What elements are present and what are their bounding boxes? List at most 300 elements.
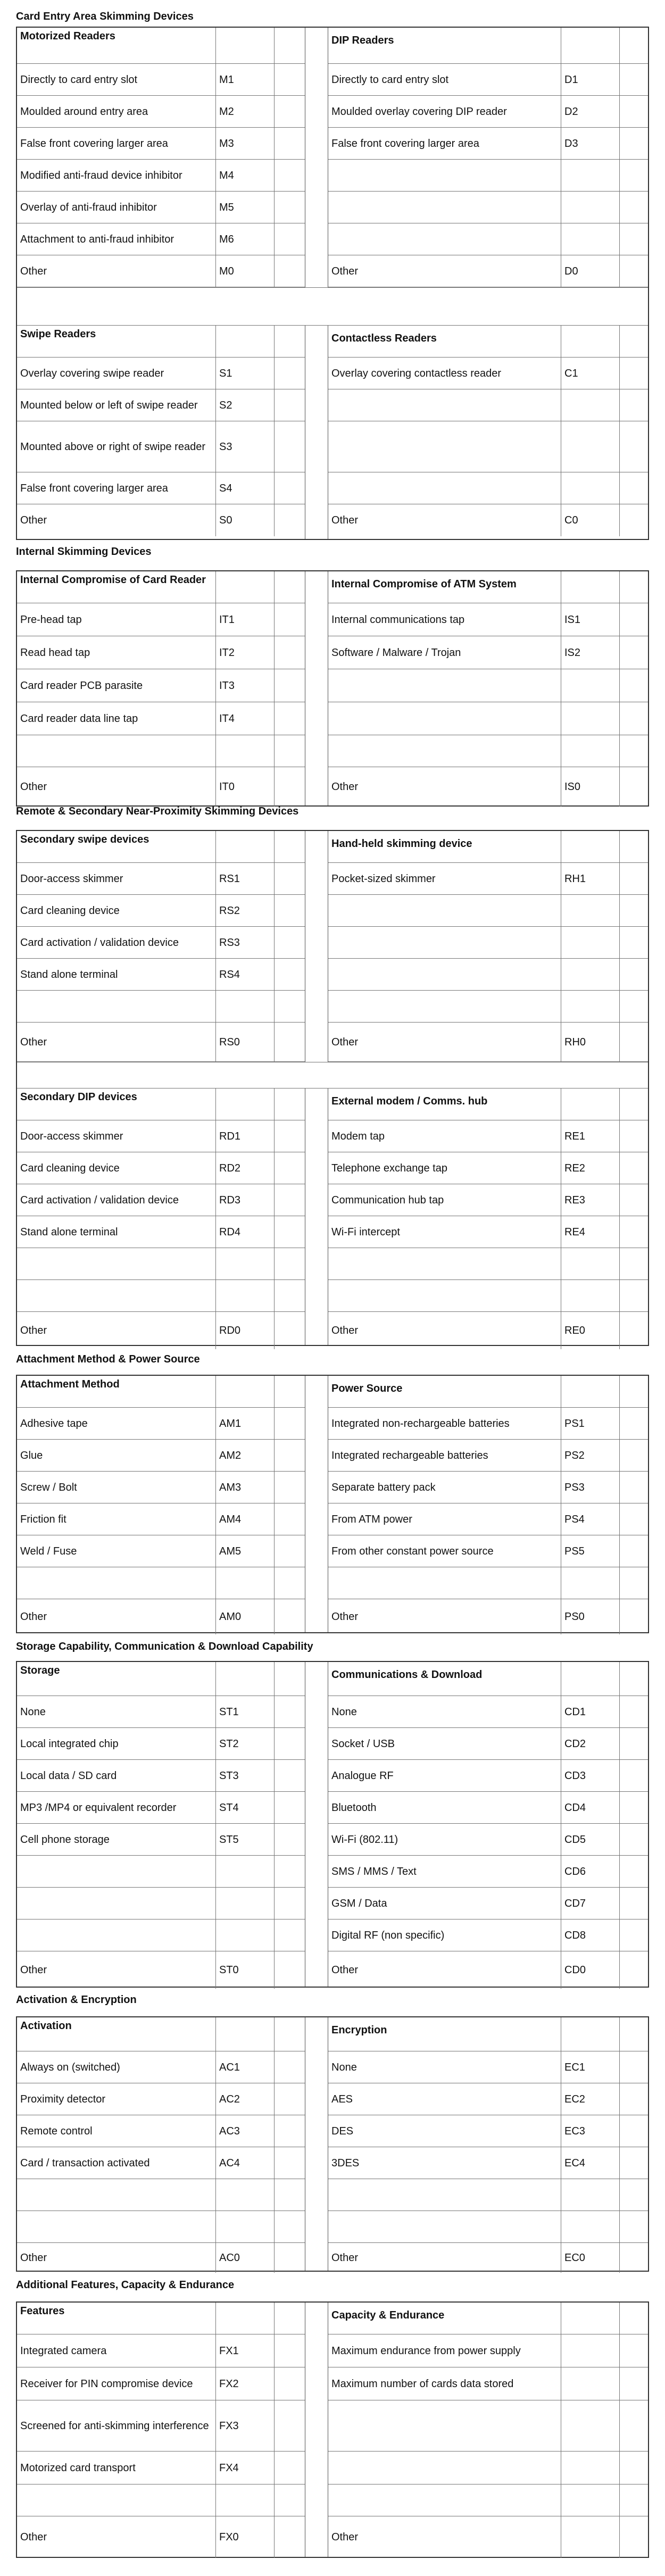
row-checkbox-cell[interactable] xyxy=(620,472,648,504)
row-code xyxy=(216,2083,275,2115)
right-header-check-cell xyxy=(620,28,648,64)
row-checkbox-cell[interactable] xyxy=(620,2243,648,2273)
section-table xyxy=(16,27,649,540)
row-label-text: Wi-Fi intercept xyxy=(331,1226,400,1238)
row-label-proximity-detector xyxy=(17,2083,216,2115)
row-code xyxy=(561,735,620,767)
row-label-other xyxy=(328,1023,561,1062)
row-code-text: ST0 xyxy=(219,1964,239,1976)
row-label-text: Socket / USB xyxy=(331,1738,395,1750)
row-checkbox-cell[interactable] xyxy=(275,669,305,702)
row-code-text: CD3 xyxy=(564,1769,586,1782)
row-code-text: EC0 xyxy=(564,2252,585,2264)
row-label-text: 3DES xyxy=(331,2157,360,2169)
row-checkbox-cell[interactable] xyxy=(275,1696,305,1728)
row-code-text: CD6 xyxy=(564,1865,586,1877)
right-header-code-cell xyxy=(561,1088,620,1120)
row-checkbox-cell[interactable] xyxy=(620,223,648,255)
row-label-text: False front covering larger area xyxy=(331,137,479,149)
row-code-text: IT1 xyxy=(219,613,235,626)
row-code-text: IT0 xyxy=(219,781,235,793)
section-table xyxy=(16,2016,649,2272)
row-code xyxy=(216,1535,275,1567)
row-label-text: Other xyxy=(331,265,359,277)
row-checkbox-cell[interactable] xyxy=(620,927,648,959)
row-checkbox-cell[interactable] xyxy=(275,1440,305,1472)
row-code-text: IT2 xyxy=(219,646,235,659)
row-checkbox-cell[interactable] xyxy=(275,2051,305,2083)
row-checkbox-cell[interactable] xyxy=(620,702,648,735)
row-label-sms-mms-text xyxy=(328,1856,561,1888)
row-code-text: EC1 xyxy=(564,2061,585,2073)
row-label-text: Telephone exchange tap xyxy=(331,1162,447,1174)
row-checkbox-cell[interactable] xyxy=(620,2400,648,2452)
row-label-telephone-exchange-tap xyxy=(328,1152,561,1184)
row-code xyxy=(561,1888,620,1919)
row-checkbox-cell[interactable] xyxy=(620,255,648,287)
empty-row-label xyxy=(328,2211,561,2243)
row-checkbox-cell[interactable] xyxy=(620,603,648,636)
row-label-software-malware-trojan xyxy=(328,636,561,669)
row-checkbox-cell[interactable] xyxy=(620,1120,648,1152)
row-checkbox-cell[interactable] xyxy=(620,735,648,767)
row-checkbox-cell[interactable] xyxy=(620,2051,648,2083)
row-checkbox-cell[interactable] xyxy=(620,2484,648,2516)
row-label-card-activation-validation-device xyxy=(17,1184,216,1216)
row-checkbox-cell[interactable] xyxy=(275,1248,305,1280)
row-code xyxy=(561,223,620,255)
row-checkbox-cell[interactable] xyxy=(620,1888,648,1919)
empty-row-label xyxy=(328,472,561,504)
row-checkbox-cell[interactable] xyxy=(275,2115,305,2147)
row-label-text: Card cleaning device xyxy=(20,904,120,917)
row-checkbox-cell[interactable] xyxy=(620,2334,648,2367)
empty-row-label xyxy=(17,2179,216,2211)
row-code xyxy=(561,1951,620,1989)
row-code xyxy=(561,255,620,287)
section-title: Storage Capability, Communication & Download Capability xyxy=(16,1641,313,1652)
left-header-check-cell xyxy=(275,831,305,863)
row-code-text: C0 xyxy=(564,514,578,526)
row-checkbox-cell[interactable] xyxy=(620,1856,648,1888)
row-label-other xyxy=(17,2516,216,2558)
row-checkbox-cell[interactable] xyxy=(620,1216,648,1248)
row-code-text: PS4 xyxy=(564,1513,585,1525)
row-code-text: EC3 xyxy=(564,2125,585,2137)
row-checkbox-cell[interactable] xyxy=(620,504,648,536)
row-checkbox-cell[interactable] xyxy=(275,1152,305,1184)
row-code-text: IS1 xyxy=(564,613,581,626)
row-checkbox-cell[interactable] xyxy=(275,2400,305,2452)
row-checkbox-cell[interactable] xyxy=(620,128,648,160)
row-code xyxy=(216,959,275,991)
row-code xyxy=(216,2516,275,2558)
row-checkbox-cell[interactable] xyxy=(620,2367,648,2400)
row-checkbox-cell[interactable] xyxy=(620,895,648,927)
right-header-check-cell xyxy=(620,2017,648,2051)
right-header-code-cell xyxy=(561,1376,620,1408)
row-label-moulded-around-entry-area xyxy=(17,96,216,128)
row-label-integrated-non-rechargeable-batteries xyxy=(328,1408,561,1440)
row-checkbox-cell[interactable] xyxy=(275,1120,305,1152)
row-checkbox-cell[interactable] xyxy=(275,421,305,472)
row-checkbox-cell[interactable] xyxy=(620,863,648,895)
row-label-card-reader-pcb-parasite xyxy=(17,669,216,702)
left-header-code-cell xyxy=(216,2303,275,2334)
row-code xyxy=(561,669,620,702)
row-checkbox-cell[interactable] xyxy=(275,1023,305,1062)
row-checkbox-cell[interactable] xyxy=(620,1919,648,1951)
row-checkbox-cell[interactable] xyxy=(275,160,305,192)
row-checkbox-cell[interactable] xyxy=(275,959,305,991)
row-label-false-front-covering-larger-area xyxy=(17,128,216,160)
row-label-text: From other constant power source xyxy=(331,1545,494,1557)
row-checkbox-cell[interactable] xyxy=(620,1696,648,1728)
row-checkbox-cell[interactable] xyxy=(275,1535,305,1567)
row-checkbox-cell[interactable] xyxy=(275,2147,305,2179)
row-code xyxy=(216,2452,275,2484)
row-checkbox-cell[interactable] xyxy=(620,1440,648,1472)
row-label-mounted-above-or-right-of-swipe-reader xyxy=(17,421,216,472)
row-checkbox-cell[interactable] xyxy=(275,1919,305,1951)
row-code xyxy=(216,895,275,927)
row-checkbox-cell[interactable] xyxy=(275,702,305,735)
row-code xyxy=(561,1535,620,1567)
row-checkbox-cell[interactable] xyxy=(275,1408,305,1440)
row-checkbox-cell[interactable] xyxy=(275,1951,305,1989)
row-code-text: D1 xyxy=(564,73,578,86)
row-checkbox-cell[interactable] xyxy=(620,1408,648,1440)
row-code-text: M5 xyxy=(219,201,234,213)
row-checkbox-cell[interactable] xyxy=(620,991,648,1023)
row-checkbox-cell[interactable] xyxy=(275,358,305,389)
row-checkbox-cell[interactable] xyxy=(620,1824,648,1856)
row-label-text: Maximum endurance from power supply xyxy=(331,2345,521,2357)
row-label-text: Receiver for PIN compromise device xyxy=(20,2378,193,2390)
row-code xyxy=(561,421,620,472)
row-code-text: AC0 xyxy=(219,2252,240,2264)
row-checkbox-cell[interactable] xyxy=(620,2115,648,2147)
row-label-text: Other xyxy=(331,2252,359,2264)
row-label-false-front-covering-larger-area xyxy=(17,472,216,504)
row-code-text: FX2 xyxy=(219,2378,239,2390)
row-label-wi-fi-802-11 xyxy=(328,1824,561,1856)
row-checkbox-cell[interactable] xyxy=(620,669,648,702)
row-label-text: AES xyxy=(331,2093,353,2105)
row-label-text: Overlay of anti-fraud inhibitor xyxy=(20,201,157,213)
row-checkbox-cell[interactable] xyxy=(275,2179,305,2211)
row-checkbox-cell[interactable] xyxy=(275,472,305,504)
row-label-text: Card activation / validation device xyxy=(20,1194,179,1206)
row-code-text: S0 xyxy=(219,514,232,526)
row-code xyxy=(561,1120,620,1152)
row-checkbox-cell[interactable] xyxy=(620,2147,648,2179)
right-group-header: Communications & Download xyxy=(328,1662,561,1696)
row-label-other xyxy=(328,504,561,536)
empty-row-label xyxy=(17,2211,216,2243)
row-code xyxy=(216,863,275,895)
row-checkbox-cell[interactable] xyxy=(275,1280,305,1312)
empty-row-label xyxy=(328,927,561,959)
row-label-text: Integrated non-rechargeable batteries xyxy=(331,1417,510,1430)
row-checkbox-cell[interactable] xyxy=(275,96,305,128)
row-code-text: S1 xyxy=(219,367,232,379)
row-checkbox-cell[interactable] xyxy=(275,603,305,636)
row-checkbox-cell[interactable] xyxy=(275,991,305,1023)
row-checkbox-cell[interactable] xyxy=(275,504,305,536)
row-checkbox-cell[interactable] xyxy=(275,1312,305,1349)
row-checkbox-cell[interactable] xyxy=(275,2452,305,2484)
row-checkbox-cell[interactable] xyxy=(620,1599,648,1634)
row-checkbox-cell[interactable] xyxy=(275,636,305,669)
row-checkbox-cell[interactable] xyxy=(620,1184,648,1216)
row-code-text: ST4 xyxy=(219,1801,239,1814)
row-code xyxy=(561,1152,620,1184)
row-checkbox-cell[interactable] xyxy=(620,2083,648,2115)
row-code xyxy=(216,1280,275,1312)
row-code-text: IS2 xyxy=(564,646,581,659)
row-code-text: RD3 xyxy=(219,1194,241,1206)
row-code-text: S2 xyxy=(219,399,232,411)
row-code-text: IT4 xyxy=(219,712,235,725)
row-label-stand-alone-terminal xyxy=(17,1216,216,1248)
row-checkbox-cell[interactable] xyxy=(275,1567,305,1599)
row-label-other xyxy=(17,504,216,536)
row-checkbox-cell[interactable] xyxy=(275,2367,305,2400)
row-label-text: False front covering larger area xyxy=(20,137,168,149)
right-group-header: DIP Readers xyxy=(328,28,561,64)
row-code xyxy=(216,64,275,96)
row-label-always-on-switched xyxy=(17,2051,216,2083)
row-label-pocket-sized-skimmer xyxy=(328,863,561,895)
row-code-text: RS1 xyxy=(219,872,240,885)
row-label-separate-battery-pack xyxy=(328,1472,561,1503)
row-code xyxy=(216,1728,275,1760)
row-checkbox-cell[interactable] xyxy=(620,160,648,192)
empty-row-label xyxy=(328,389,561,421)
row-label-socket-usb xyxy=(328,1728,561,1760)
row-code xyxy=(216,2179,275,2211)
row-checkbox-cell[interactable] xyxy=(275,1888,305,1919)
row-checkbox-cell[interactable] xyxy=(620,1951,648,1989)
row-checkbox-cell[interactable] xyxy=(620,1567,648,1599)
section-table xyxy=(16,1375,649,1633)
row-checkbox-cell[interactable] xyxy=(275,1184,305,1216)
row-checkbox-cell[interactable] xyxy=(620,1535,648,1567)
section-title: Activation & Encryption xyxy=(16,1994,137,2006)
row-checkbox-cell[interactable] xyxy=(620,64,648,96)
row-code-text: RE2 xyxy=(564,1162,585,1174)
row-checkbox-cell[interactable] xyxy=(275,1599,305,1634)
row-label-text: Communication hub tap xyxy=(331,1194,444,1206)
row-label-adhesive-tape xyxy=(17,1408,216,1440)
row-checkbox-cell[interactable] xyxy=(275,389,305,421)
row-label-text: Card cleaning device xyxy=(20,1162,120,1174)
right-header-code-cell xyxy=(561,326,620,358)
row-checkbox-cell[interactable] xyxy=(620,192,648,223)
row-label-bluetooth xyxy=(328,1792,561,1824)
row-checkbox-cell[interactable] xyxy=(275,1856,305,1888)
row-checkbox-cell[interactable] xyxy=(620,421,648,472)
row-code xyxy=(216,1184,275,1216)
row-label-integrated-camera xyxy=(17,2334,216,2367)
row-code xyxy=(561,389,620,421)
row-code-text: RE3 xyxy=(564,1194,585,1206)
row-checkbox-cell[interactable] xyxy=(275,1824,305,1856)
row-checkbox-cell[interactable] xyxy=(620,96,648,128)
row-code xyxy=(561,128,620,160)
row-code-text: EC4 xyxy=(564,2157,585,2169)
row-code xyxy=(561,2211,620,2243)
row-checkbox-cell[interactable] xyxy=(275,1728,305,1760)
row-label-text: Other xyxy=(20,514,47,526)
row-checkbox-cell[interactable] xyxy=(275,1760,305,1792)
row-label-other xyxy=(328,767,561,807)
row-label-other xyxy=(328,2516,561,2558)
row-label-text: Pocket-sized skimmer xyxy=(331,872,436,885)
row-code xyxy=(561,472,620,504)
row-checkbox-cell[interactable] xyxy=(620,2516,648,2558)
row-checkbox-cell[interactable] xyxy=(275,128,305,160)
row-label-cell-phone-storage xyxy=(17,1824,216,1856)
row-label-other xyxy=(17,1951,216,1989)
row-label-text: MP3 /MP4 or equivalent recorder xyxy=(20,1801,177,1814)
row-code xyxy=(216,160,275,192)
row-code xyxy=(561,2243,620,2273)
row-code xyxy=(216,2211,275,2243)
row-checkbox-cell[interactable] xyxy=(275,767,305,807)
row-label-text: Weld / Fuse xyxy=(20,1545,77,1557)
row-label-mp3-mp4-or-equivalent-recorder xyxy=(17,1792,216,1824)
row-checkbox-cell[interactable] xyxy=(620,358,648,389)
row-checkbox-cell[interactable] xyxy=(620,1248,648,1280)
row-checkbox-cell[interactable] xyxy=(275,255,305,287)
left-header-check-cell xyxy=(275,1088,305,1120)
row-label-card-cleaning-device xyxy=(17,1152,216,1184)
row-code xyxy=(216,255,275,287)
empty-row-label xyxy=(328,991,561,1023)
empty-row-label xyxy=(328,2400,561,2452)
right-header-code-cell xyxy=(561,2303,620,2334)
row-checkbox-cell[interactable] xyxy=(620,2211,648,2243)
row-code xyxy=(561,1280,620,1312)
row-label-text: Other xyxy=(20,1611,47,1623)
row-checkbox-cell[interactable] xyxy=(620,389,648,421)
row-code-text: AM2 xyxy=(219,1449,242,1461)
row-checkbox-cell[interactable] xyxy=(620,1503,648,1535)
row-label-text: Bluetooth xyxy=(331,1801,377,1814)
row-checkbox-cell[interactable] xyxy=(275,1472,305,1503)
row-checkbox-cell[interactable] xyxy=(275,735,305,767)
row-label-text: Screened for anti-skimming interference xyxy=(20,2420,209,2432)
row-code xyxy=(561,1184,620,1216)
row-checkbox-cell[interactable] xyxy=(620,1760,648,1792)
left-header-check-cell xyxy=(275,28,305,64)
row-code xyxy=(561,1248,620,1280)
row-code xyxy=(216,2051,275,2083)
row-checkbox-cell[interactable] xyxy=(620,1280,648,1312)
row-label-integrated-rechargeable-batteries xyxy=(328,1440,561,1472)
row-code-text: D0 xyxy=(564,265,578,277)
row-code-text: RH0 xyxy=(564,1036,586,1048)
row-checkbox-cell[interactable] xyxy=(620,1152,648,1184)
row-checkbox-cell[interactable] xyxy=(620,2452,648,2484)
row-label-attachment-to-anti-fraud-inhibitor xyxy=(17,223,216,255)
row-checkbox-cell[interactable] xyxy=(620,1792,648,1824)
row-checkbox-cell[interactable] xyxy=(620,636,648,669)
row-checkbox-cell[interactable] xyxy=(620,1023,648,1062)
row-code xyxy=(216,1408,275,1440)
right-header-check-cell xyxy=(620,1662,648,1696)
left-header-code-cell xyxy=(216,1376,275,1408)
row-code xyxy=(561,1792,620,1824)
row-label-text: Other xyxy=(331,1964,359,1976)
spacer-row xyxy=(17,287,648,326)
row-code xyxy=(216,1951,275,1989)
row-checkbox-cell[interactable] xyxy=(620,767,648,807)
row-label-overlay-covering-swipe-reader xyxy=(17,358,216,389)
right-header-code-cell xyxy=(561,2017,620,2051)
right-group-header: Capacity & Endurance xyxy=(328,2303,561,2334)
row-label-friction-fit xyxy=(17,1503,216,1535)
row-checkbox-cell[interactable] xyxy=(275,1503,305,1535)
row-code xyxy=(561,1856,620,1888)
row-label-text: Other xyxy=(20,781,47,793)
row-checkbox-cell[interactable] xyxy=(620,1312,648,1349)
row-label-text: Moulded around entry area xyxy=(20,105,148,118)
row-label-text: Other xyxy=(20,1036,47,1048)
row-code-text: PS1 xyxy=(564,1417,585,1430)
row-checkbox-cell[interactable] xyxy=(275,863,305,895)
row-checkbox-cell[interactable] xyxy=(620,2179,648,2211)
empty-row-label xyxy=(328,160,561,192)
row-checkbox-cell[interactable] xyxy=(620,1728,648,1760)
row-code xyxy=(216,96,275,128)
row-label-text: Card reader data line tap xyxy=(20,712,138,725)
row-checkbox-cell[interactable] xyxy=(275,2516,305,2558)
row-checkbox-cell[interactable] xyxy=(275,1792,305,1824)
row-label-text: Software / Malware / Trojan xyxy=(331,646,461,659)
empty-row-label xyxy=(328,421,561,472)
row-checkbox-cell[interactable] xyxy=(275,2334,305,2367)
row-checkbox-cell[interactable] xyxy=(620,959,648,991)
row-code xyxy=(561,1408,620,1440)
row-checkbox-cell[interactable] xyxy=(275,64,305,96)
row-code-text: CD4 xyxy=(564,1801,586,1814)
left-header-code-cell xyxy=(216,2017,275,2051)
row-checkbox-cell[interactable] xyxy=(275,927,305,959)
row-checkbox-cell[interactable] xyxy=(275,2243,305,2273)
row-code-text: CD8 xyxy=(564,1929,586,1941)
row-checkbox-cell[interactable] xyxy=(275,895,305,927)
column-separator xyxy=(305,28,328,539)
left-group-header: Internal Compromise of Card Reader xyxy=(17,571,216,603)
row-checkbox-cell[interactable] xyxy=(275,1216,305,1248)
row-checkbox-cell[interactable] xyxy=(275,2083,305,2115)
row-code xyxy=(561,1567,620,1599)
row-code-text: PS5 xyxy=(564,1545,585,1557)
row-code xyxy=(216,1503,275,1535)
row-checkbox-cell[interactable] xyxy=(620,1472,648,1503)
left-header-check-cell xyxy=(275,571,305,603)
row-checkbox-cell[interactable] xyxy=(275,192,305,223)
row-checkbox-cell[interactable] xyxy=(275,2484,305,2516)
row-checkbox-cell[interactable] xyxy=(275,223,305,255)
row-checkbox-cell[interactable] xyxy=(275,2211,305,2243)
row-label-text: Integrated rechargeable batteries xyxy=(331,1449,488,1461)
row-code-text: RE1 xyxy=(564,1130,585,1142)
right-header-code-cell xyxy=(561,1662,620,1696)
